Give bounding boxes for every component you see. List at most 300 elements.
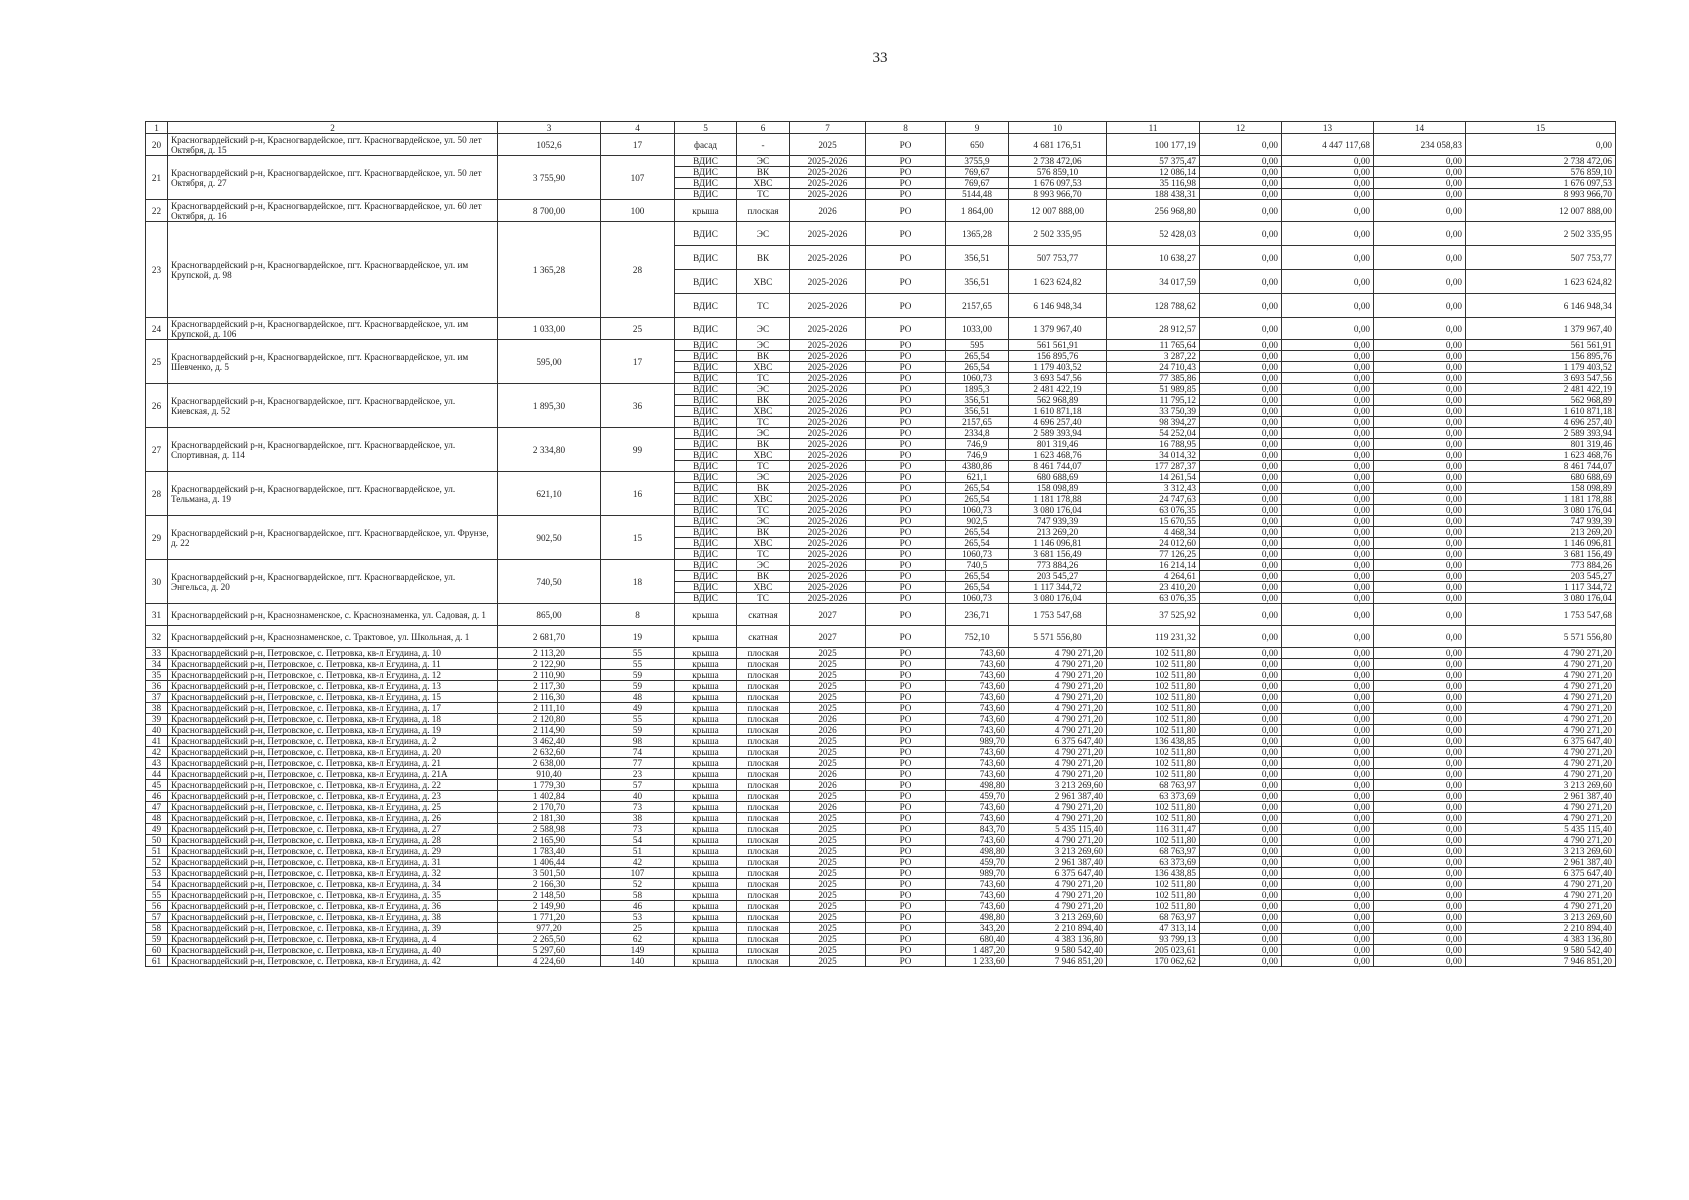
data-cell: плоская [737, 791, 790, 802]
data-cell: 2027 [790, 604, 866, 626]
data-cell: 1060,73 [946, 373, 1009, 384]
data-cell: 0,00 [1282, 189, 1374, 200]
data-cell: 136 438,85 [1107, 868, 1200, 879]
data-cell: 2025 [790, 901, 866, 912]
data-cell: 265,54 [946, 362, 1009, 373]
data-cell: 1033,00 [946, 318, 1009, 340]
data-cell: 498,80 [946, 846, 1009, 857]
residents-cell: 100 [601, 200, 675, 222]
data-cell: плоская [737, 923, 790, 934]
data-cell: 1 379 967,40 [1466, 318, 1616, 340]
data-cell: 576 859,10 [1466, 167, 1616, 178]
row-number: 54 [146, 879, 168, 890]
data-cell: 562 968,89 [1009, 395, 1107, 406]
data-cell: РО [866, 395, 946, 406]
table-row [146, 725, 1616, 736]
data-cell: 128 788,62 [1107, 294, 1200, 318]
data-cell: 140 [601, 956, 675, 967]
data-cell: 2025-2026 [790, 439, 866, 450]
row-number: 51 [146, 846, 168, 857]
data-cell: 6 375 647,40 [1466, 736, 1616, 747]
data-cell: 0,00 [1374, 450, 1466, 461]
row-number: 58 [146, 923, 168, 934]
data-cell: РО [866, 670, 946, 681]
data-cell: 2026 [790, 725, 866, 736]
data-cell: 0,00 [1282, 571, 1374, 582]
data-cell: ВК [737, 483, 790, 494]
data-cell: 1 233,60 [946, 956, 1009, 967]
residents-cell: 28 [601, 222, 675, 318]
data-cell: РО [866, 945, 946, 956]
data-cell: РО [866, 890, 946, 901]
data-cell: 2025-2026 [790, 538, 866, 549]
data-cell: 0,00 [1374, 725, 1466, 736]
data-cell: 743,60 [946, 747, 1009, 758]
data-cell: РО [866, 857, 946, 868]
data-cell: 6 375 647,40 [1466, 868, 1616, 879]
data-cell: 498,80 [946, 912, 1009, 923]
data-cell: 0,00 [1374, 439, 1466, 450]
data-cell: 3 213 269,60 [1009, 846, 1107, 857]
data-cell: ВДИС [675, 472, 737, 483]
row-number: 53 [146, 868, 168, 879]
data-cell: крыша [675, 857, 737, 868]
data-cell: 2 638,00 [498, 758, 601, 769]
data-cell: ВК [737, 527, 790, 538]
data-cell: 2025-2026 [790, 189, 866, 200]
data-cell: плоская [737, 769, 790, 780]
data-cell: ВДИС [675, 560, 737, 571]
data-cell: 2025-2026 [790, 450, 866, 461]
data-cell: 4 790 271,20 [1009, 802, 1107, 813]
row-number: 55 [146, 890, 168, 901]
residents-cell: 17 [601, 134, 675, 156]
data-cell: 0,00 [1282, 857, 1374, 868]
data-cell: 801 319,46 [1466, 439, 1616, 450]
data-cell: 1 487,20 [946, 945, 1009, 956]
data-cell: 680 688,69 [1009, 472, 1107, 483]
data-cell: 0,00 [1200, 934, 1282, 945]
data-cell: 2025-2026 [790, 560, 866, 571]
data-cell: РО [866, 747, 946, 758]
data-cell: РО [866, 549, 946, 560]
data-cell: 0,00 [1200, 472, 1282, 483]
data-cell: 49 [601, 703, 675, 714]
data-cell: 236,71 [946, 604, 1009, 626]
data-cell: 0,00 [1200, 516, 1282, 527]
data-cell: крыша [675, 868, 737, 879]
data-cell: 0,00 [1282, 406, 1374, 417]
data-cell: 4 790 271,20 [1009, 901, 1107, 912]
data-cell: 2025 [790, 912, 866, 923]
data-cell: РО [866, 294, 946, 318]
data-cell: 4 468,34 [1107, 527, 1200, 538]
address-cell: Красногвардейский р-н, Петровское, с. Петровка, кв-л Егудина, д. 15 [168, 692, 498, 703]
data-cell: ВДИС [675, 373, 737, 384]
data-cell: 3 213 269,60 [1466, 846, 1616, 857]
data-cell: 0,00 [1200, 200, 1282, 222]
data-cell: РО [866, 714, 946, 725]
area-cell: 865,00 [498, 604, 601, 626]
data-cell: 743,60 [946, 879, 1009, 890]
data-cell: крыша [675, 670, 737, 681]
area-cell: 3 755,90 [498, 156, 601, 200]
data-cell: 2025 [790, 692, 866, 703]
data-cell: 0,00 [1374, 846, 1466, 857]
data-cell: ВДИС [675, 516, 737, 527]
data-cell: 33 750,39 [1107, 406, 1200, 417]
data-cell: РО [866, 167, 946, 178]
data-cell: ВДИС [675, 270, 737, 294]
data-cell: плоская [737, 692, 790, 703]
data-cell: 2 122,90 [498, 659, 601, 670]
data-cell: крыша [675, 769, 737, 780]
address-cell: Красногвардейский р-н, Петровское, с. Петровка, кв-л Егудина, д. 27 [168, 824, 498, 835]
row-number: 56 [146, 901, 168, 912]
data-cell: ВДИС [675, 384, 737, 395]
data-cell: 507 753,77 [1009, 246, 1107, 270]
data-cell: 203 545,27 [1466, 571, 1616, 582]
data-cell: 576 859,10 [1009, 167, 1107, 178]
data-cell: 0,00 [1374, 222, 1466, 246]
data-cell: РО [866, 406, 946, 417]
data-cell: 10 638,27 [1107, 246, 1200, 270]
data-cell: ВДИС [675, 505, 737, 516]
table-row [146, 626, 1616, 648]
data-cell: 0,00 [1200, 439, 1282, 450]
data-cell: 107 [601, 868, 675, 879]
data-cell: 0,00 [1200, 351, 1282, 362]
data-cell: 2 961 387,40 [1466, 857, 1616, 868]
address-cell: Красногвардейский р-н, Петровское, с. Петровка, кв-л Егудина, д. 19 [168, 725, 498, 736]
data-cell: 54 [601, 835, 675, 846]
data-cell: 2334,8 [946, 428, 1009, 439]
column-header: 5 [675, 122, 737, 134]
page-number: 33 [872, 50, 888, 66]
data-cell: 0,00 [1282, 824, 1374, 835]
data-cell: 102 511,80 [1107, 901, 1200, 912]
data-cell: 2025 [790, 134, 866, 156]
data-cell: 4 790 271,20 [1466, 813, 1616, 824]
data-cell: 5 571 556,80 [1466, 626, 1616, 648]
data-cell: 0,00 [1200, 571, 1282, 582]
data-cell: 0,00 [1374, 483, 1466, 494]
data-cell: 2025-2026 [790, 527, 866, 538]
data-cell: 0,00 [1282, 747, 1374, 758]
data-cell: 4 790 271,20 [1009, 659, 1107, 670]
data-cell: крыша [675, 945, 737, 956]
data-cell: 0,00 [1200, 857, 1282, 868]
data-cell: 4 696 257,40 [1466, 417, 1616, 428]
data-cell: 0,00 [1374, 890, 1466, 901]
data-cell: 0,00 [1374, 791, 1466, 802]
row-number: 45 [146, 780, 168, 791]
data-cell: 40 [601, 791, 675, 802]
data-cell: 0,00 [1282, 868, 1374, 879]
table-row [146, 923, 1616, 934]
data-cell: 73 [601, 824, 675, 835]
data-cell: 3 213 269,60 [1009, 912, 1107, 923]
data-cell: ВДИС [675, 494, 737, 505]
data-cell: 2026 [790, 780, 866, 791]
table-row [146, 791, 1616, 802]
data-cell: 6 375 647,40 [1009, 868, 1107, 879]
data-cell: 265,54 [946, 538, 1009, 549]
table-row [146, 340, 1616, 351]
data-cell: плоская [737, 824, 790, 835]
data-cell: 4 790 271,20 [1466, 901, 1616, 912]
data-cell: ВДИС [675, 450, 737, 461]
data-cell: 0,00 [1374, 318, 1466, 340]
data-cell: 2025 [790, 791, 866, 802]
data-cell: 2025 [790, 868, 866, 879]
data-cell: 2025-2026 [790, 428, 866, 439]
data-cell: 2025-2026 [790, 362, 866, 373]
data-cell: 0,00 [1374, 934, 1466, 945]
data-cell: 3 080 176,04 [1466, 593, 1616, 604]
data-cell: ХВС [737, 406, 790, 417]
data-cell: 740,5 [946, 560, 1009, 571]
data-cell: 743,60 [946, 681, 1009, 692]
data-cell: 136 438,85 [1107, 736, 1200, 747]
data-cell: крыша [675, 200, 737, 222]
data-cell: 0,00 [1200, 769, 1282, 780]
data-cell: 0,00 [1374, 571, 1466, 582]
row-number: 38 [146, 703, 168, 714]
data-cell: 4 790 271,20 [1009, 670, 1107, 681]
data-cell: 0,00 [1200, 912, 1282, 923]
data-cell: 343,20 [946, 923, 1009, 934]
data-cell: фасад [675, 134, 737, 156]
data-cell: 743,60 [946, 648, 1009, 659]
data-cell: 0,00 [1282, 340, 1374, 351]
data-cell: 0,00 [1282, 549, 1374, 560]
data-cell: 170 062,62 [1107, 956, 1200, 967]
data-cell: ХВС [737, 270, 790, 294]
data-cell: ХВС [737, 494, 790, 505]
area-cell: 1 365,28 [498, 222, 601, 318]
address-cell: Красногвардейский р-н, Петровское, с. Петровка, кв-л Егудина, д. 23 [168, 791, 498, 802]
data-cell: 0,00 [1374, 156, 1466, 167]
data-cell: 356,51 [946, 270, 1009, 294]
data-cell: 102 511,80 [1107, 835, 1200, 846]
data-cell: 102 511,80 [1107, 692, 1200, 703]
data-cell: 3 080 176,04 [1009, 593, 1107, 604]
data-cell: 0,00 [1282, 516, 1374, 527]
row-number: 33 [146, 648, 168, 659]
data-cell: 4 383 136,80 [1009, 934, 1107, 945]
data-cell: 63 373,69 [1107, 857, 1200, 868]
data-cell: ТС [737, 373, 790, 384]
data-cell: крыша [675, 791, 737, 802]
data-cell: 0,00 [1374, 945, 1466, 956]
column-header: 15 [1466, 122, 1616, 134]
data-cell: 0,00 [1282, 813, 1374, 824]
data-cell: 2025 [790, 857, 866, 868]
residents-cell: 8 [601, 604, 675, 626]
data-cell: 2025-2026 [790, 516, 866, 527]
data-cell: РО [866, 659, 946, 670]
data-cell: 0,00 [1200, 395, 1282, 406]
row-number: 34 [146, 659, 168, 670]
data-cell: 1 610 871,18 [1466, 406, 1616, 417]
data-cell: 2025 [790, 945, 866, 956]
data-cell: 5 571 556,80 [1009, 626, 1107, 648]
data-cell: 3755,9 [946, 156, 1009, 167]
data-cell: 0,00 [1200, 747, 1282, 758]
data-cell: 0,00 [1282, 156, 1374, 167]
data-cell: 1060,73 [946, 505, 1009, 516]
column-header: 14 [1374, 122, 1466, 134]
data-cell: 4 790 271,20 [1466, 879, 1616, 890]
data-cell: 2025 [790, 648, 866, 659]
data-cell: 0,00 [1374, 494, 1466, 505]
data-cell: РО [866, 200, 946, 222]
address-cell: Красногвардейский р-н, Красногвардейское, пгт. Красногвардейское, ул. Фрунзе, д. 22 [168, 516, 498, 560]
data-cell: 54 252,04 [1107, 428, 1200, 439]
row-number: 57 [146, 912, 168, 923]
data-cell: 0,00 [1374, 505, 1466, 516]
data-cell: РО [866, 178, 946, 189]
data-cell: 0,00 [1200, 461, 1282, 472]
data-cell: ВК [737, 167, 790, 178]
data-cell: 2 111,10 [498, 703, 601, 714]
address-cell: Красногвардейский р-н, Петровское, с. Петровка, кв-л Егудина, д. 40 [168, 945, 498, 956]
data-cell: 2025 [790, 681, 866, 692]
data-cell: крыша [675, 648, 737, 659]
data-cell: 0,00 [1374, 901, 1466, 912]
row-number: 39 [146, 714, 168, 725]
data-cell: 0,00 [1374, 923, 1466, 934]
address-cell: Красногвардейский р-н, Красногвардейское, пгт. Красногвардейское, ул. им Крупской, д. 106 [168, 318, 498, 340]
area-cell: 2 681,70 [498, 626, 601, 648]
data-cell: 746,9 [946, 439, 1009, 450]
data-cell: 2 588,98 [498, 824, 601, 835]
area-cell: 8 700,00 [498, 200, 601, 222]
row-number: 30 [146, 560, 168, 604]
data-cell: плоская [737, 802, 790, 813]
data-cell: 1895,3 [946, 384, 1009, 395]
data-cell: РО [866, 270, 946, 294]
data-cell: 4 790 271,20 [1009, 747, 1107, 758]
address-cell: Красногвардейский р-н, Красногвардейское, пгт. Красногвардейское, ул. им Крупской, д. 98 [168, 222, 498, 318]
data-cell: 0,00 [1374, 461, 1466, 472]
data-cell: РО [866, 835, 946, 846]
data-cell: 11 765,64 [1107, 340, 1200, 351]
data-cell: 102 511,80 [1107, 681, 1200, 692]
data-cell: 2 738 472,06 [1466, 156, 1616, 167]
data-cell: 73 [601, 802, 675, 813]
data-cell: крыша [675, 912, 737, 923]
data-cell: крыша [675, 703, 737, 714]
data-cell: РО [866, 351, 946, 362]
data-cell: 213 269,20 [1009, 527, 1107, 538]
data-cell: 205 023,61 [1107, 945, 1200, 956]
data-cell: 2025 [790, 890, 866, 901]
row-number: 20 [146, 134, 168, 156]
data-cell: 773 884,26 [1466, 560, 1616, 571]
row-number: 21 [146, 156, 168, 200]
data-cell: ВДИС [675, 582, 737, 593]
data-cell: 2025-2026 [790, 494, 866, 505]
data-cell: 102 511,80 [1107, 714, 1200, 725]
data-cell: 1 783,40 [498, 846, 601, 857]
data-cell: 0,00 [1282, 604, 1374, 626]
data-cell: 3 681 156,49 [1009, 549, 1107, 560]
data-cell: 0,00 [1200, 428, 1282, 439]
data-cell: 0,00 [1282, 945, 1374, 956]
address-cell: Красногвардейский р-н, Петровское, с. Петровка, кв-л Егудина, д. 10 [168, 648, 498, 659]
data-cell: крыша [675, 681, 737, 692]
capital-repair-table [145, 121, 1615, 967]
data-cell: 0,00 [1374, 560, 1466, 571]
data-cell: 2025 [790, 923, 866, 934]
data-cell: 2025-2026 [790, 373, 866, 384]
data-cell: 0,00 [1282, 890, 1374, 901]
address-cell: Красногвардейский р-н, Петровское, с. Петровка, кв-л Егудина, д. 22 [168, 780, 498, 791]
data-cell: РО [866, 626, 946, 648]
data-cell: 0,00 [1200, 582, 1282, 593]
data-cell: ХВС [737, 362, 790, 373]
data-cell: РО [866, 736, 946, 747]
data-cell: 746,9 [946, 450, 1009, 461]
data-cell: 743,60 [946, 813, 1009, 824]
data-cell: 1 179 403,52 [1466, 362, 1616, 373]
data-cell: 0,00 [1282, 736, 1374, 747]
data-cell: 55 [601, 659, 675, 670]
data-cell: 1 181 178,88 [1009, 494, 1107, 505]
data-cell: 0,00 [1200, 956, 1282, 967]
data-cell: 100 177,19 [1107, 134, 1200, 156]
data-cell: 9 580 542,40 [1009, 945, 1107, 956]
data-cell: 3 501,50 [498, 868, 601, 879]
data-cell: 2025-2026 [790, 318, 866, 340]
data-cell: 93 799,13 [1107, 934, 1200, 945]
data-cell: 265,54 [946, 483, 1009, 494]
data-cell: 1 406,44 [498, 857, 601, 868]
data-cell: плоская [737, 200, 790, 222]
data-cell: 2025-2026 [790, 505, 866, 516]
address-cell: Красногвардейский р-н, Красногвардейское, пгт. Красногвардейское, ул. 50 лет Октября, д. 27 [168, 156, 498, 200]
data-cell: 2025 [790, 824, 866, 835]
data-cell: 747 939,39 [1466, 516, 1616, 527]
data-cell: 0,00 [1374, 956, 1466, 967]
data-cell: плоская [737, 890, 790, 901]
data-cell: 2 589 393,94 [1466, 428, 1616, 439]
data-cell: крыша [675, 934, 737, 945]
data-cell: 4 790 271,20 [1009, 879, 1107, 890]
data-cell: ЭС [737, 340, 790, 351]
data-cell: 561 561,91 [1009, 340, 1107, 351]
data-cell: 2025-2026 [790, 270, 866, 294]
data-cell: 0,00 [1374, 549, 1466, 560]
table-row [146, 659, 1616, 670]
data-cell: 0,00 [1282, 593, 1374, 604]
data-cell: 0,00 [1200, 604, 1282, 626]
column-header: 3 [498, 122, 601, 134]
data-cell: 3 080 176,04 [1009, 505, 1107, 516]
data-cell: 102 511,80 [1107, 802, 1200, 813]
address-cell: Красногвардейский р-н, Петровское, с. Петровка, кв-л Егудина, д. 21 [168, 758, 498, 769]
data-cell: 57 [601, 780, 675, 791]
data-cell: 1060,73 [946, 549, 1009, 560]
data-cell: 743,60 [946, 835, 1009, 846]
data-cell: 0,00 [1282, 725, 1374, 736]
data-cell: 2025 [790, 747, 866, 758]
address-cell: Красногвардейский р-н, Петровское, с. Петровка, кв-л Егудина, д. 39 [168, 923, 498, 934]
table-row [146, 703, 1616, 714]
data-cell: 0,00 [1374, 472, 1466, 483]
